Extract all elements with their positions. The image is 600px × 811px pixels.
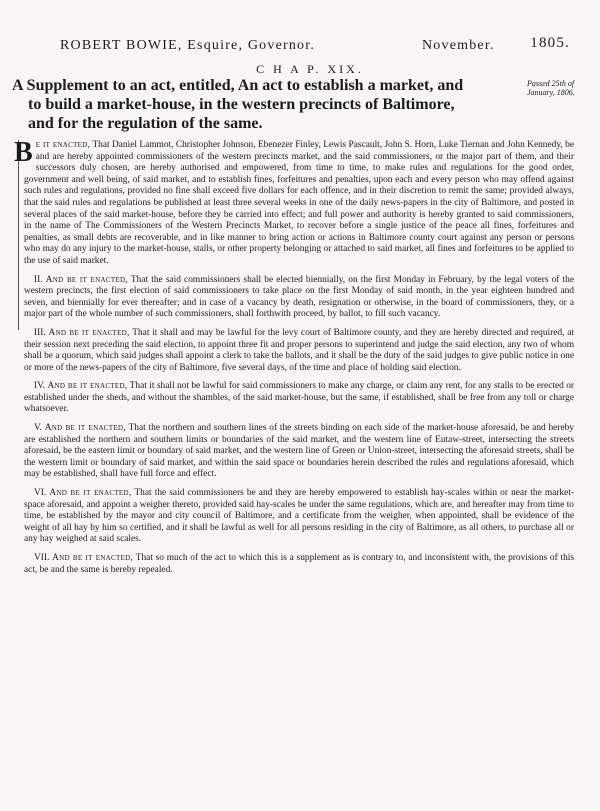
section-number: IV. (34, 381, 46, 392)
section-number: II. (34, 274, 43, 285)
section-7 (24, 553, 574, 576)
enacting-clause: And be it enacted, (49, 488, 132, 499)
section-text: That it shall not be lawful for said commissioners to make any charge, or claim any rent, for any stalls to be erected or established under the sheds, and without the shambles, of the said market-house, but the same, if established, shall be free from any toll or charge whatsoever. (24, 381, 575, 415)
section-1 (14, 137, 574, 268)
enacting-clause: e it enacted, (35, 140, 91, 150)
section-text: That the said commissioners shall be elected biennially, on the first Monday in February, by the legal voters of the western precincts, the first election of said commissioners to take place on the first Monday of said month, in the year eighteen hundred and seven, and biennially for ever thereafter; and in case of a vacancy by death, resignation or otherwise, in the board of commissioners, they, or a major part of the whole number of such commissioners, shall forthwith proceed, by ballot, to fill such vacancy. (24, 274, 574, 320)
margin-rule (18, 140, 19, 330)
section-number: III. (34, 327, 46, 338)
title-line-1: A Supplement to an act, entitled, An act to establish a market, and (12, 77, 464, 94)
header-governor: ROBERT BOWIE, Esquire, Governor. (60, 38, 316, 53)
section-2 (24, 275, 574, 321)
section-text: That the said commissioners be and they are hereby empowered to establish hay-scales within or near the market-space aforesaid, and appoint a weigher thereto, provided said hay-scales be under the same regulations, which are, and hereafter may from time to time, be established by the mayor and city council of Baltimore, and a certificate from the weigher, when appointed, shall be evidence of the weight of all hay by him so certified, and it shall be lawful as well for all persons residing in the city of Baltimore, as all others, to purchase all or any hay weighed at said scales. (24, 488, 575, 545)
enacting-clause: And be it enacted, (45, 274, 128, 285)
section-5 (24, 423, 574, 481)
drop-cap: B (14, 137, 33, 168)
title-line-3: and for the regulation of the same. (28, 115, 263, 132)
enacting-clause: And be it enacted, (52, 553, 134, 563)
section-text: That it shall and may be lawful for the levy court of Baltimore county, and they are hereby directed and required, at their session next preceding the said election, to appoint three fit and proper persons to superintend and judge the said election, any two of whom shall be a quorum, which said judges shall appoint a clerk to take the ballots, and it shall be the duty of the said judges to give public notice in one or more of the news-papers of the city of Baltimore, five several days, of the time and place of holding said election. (24, 327, 575, 373)
title-line-2: to build a market-house, in the western precincts of Baltimore, (28, 96, 455, 113)
enacting-clause: And be it enacted, (44, 423, 126, 434)
section-6 (24, 488, 574, 546)
act-body (14, 137, 575, 583)
header-month: November. (422, 38, 495, 53)
act-title (12, 76, 492, 133)
section-3 (24, 328, 574, 374)
section-number: VI. (34, 488, 47, 499)
section-number: VII. (34, 553, 50, 563)
section-text: That Daniel Lammot, Christopher Johnson, Ebenezer Finley, Lewis Pascault, John S. Horn, Luke Tiernan and John Kennedy, be and are hereby appointed commissioners of the western precincts market, and the said commissioners, or the major part of them, and their successors duly chosen, are hereby authorised and empowered, from time to time, to make rules and regulations for the good order, government and well being, of said market, and to establish fines, forfeitures and penalties, upon each and every person who may offend against such rules and regulations, provided no fine shall exceed five dollars for each offence, and in their discretion to remit the same; provided always, that the said rules and regulations be published at least three several weeks in one of the daily news-papers in the city of Baltimore, and posted in several places of the said market-house, before they be carried into effect; and full power and authority is hereby granted to said commissioners, in the name of The Commissioners of the Western Precincts Market, to recover before a single justice of the peace all fines, forfeitures and penalties, as small debts are recoverable, and in like manner to bring action or actions in Baltimore county court against any person or persons who may do any injury to the market-house, stalls, or other property belonging or attached to said market, all fines and forfeitures to be applied to the use of said market. (24, 140, 574, 266)
chapter-heading: C H A P. XIX. (256, 62, 364, 76)
header-year: 1805. (530, 35, 570, 51)
margin-note: Passed 25th of January, 1806. (527, 79, 575, 97)
section-number: V. (34, 423, 42, 434)
enacting-clause: And be it enacted, (48, 327, 130, 338)
enacting-clause: And be it enacted, (47, 381, 128, 392)
section-text: That so much of the act to which this is a supplement as is contrary to, and inconsistent with, the provisions of this act, be and the same is hereby repealed. (24, 553, 575, 575)
section-4 (24, 381, 574, 416)
section-text: That the northern and southern lines of the streets binding on each side of the market-house aforesaid, be and hereby are established the northern and southern limits or boundaries of the said market, and the western line of Eutaw-street, intersecting the streets aforesaid, be the eastern limit or boundary of said market, and the western line of Green or Union-street, intersecting the aforesaid streets, shall be the western limit or boundary of said market, and within the said space or boundaries herein described the rules and regulations aforesaid, which may be established, shall have full force and effect. (24, 423, 574, 480)
